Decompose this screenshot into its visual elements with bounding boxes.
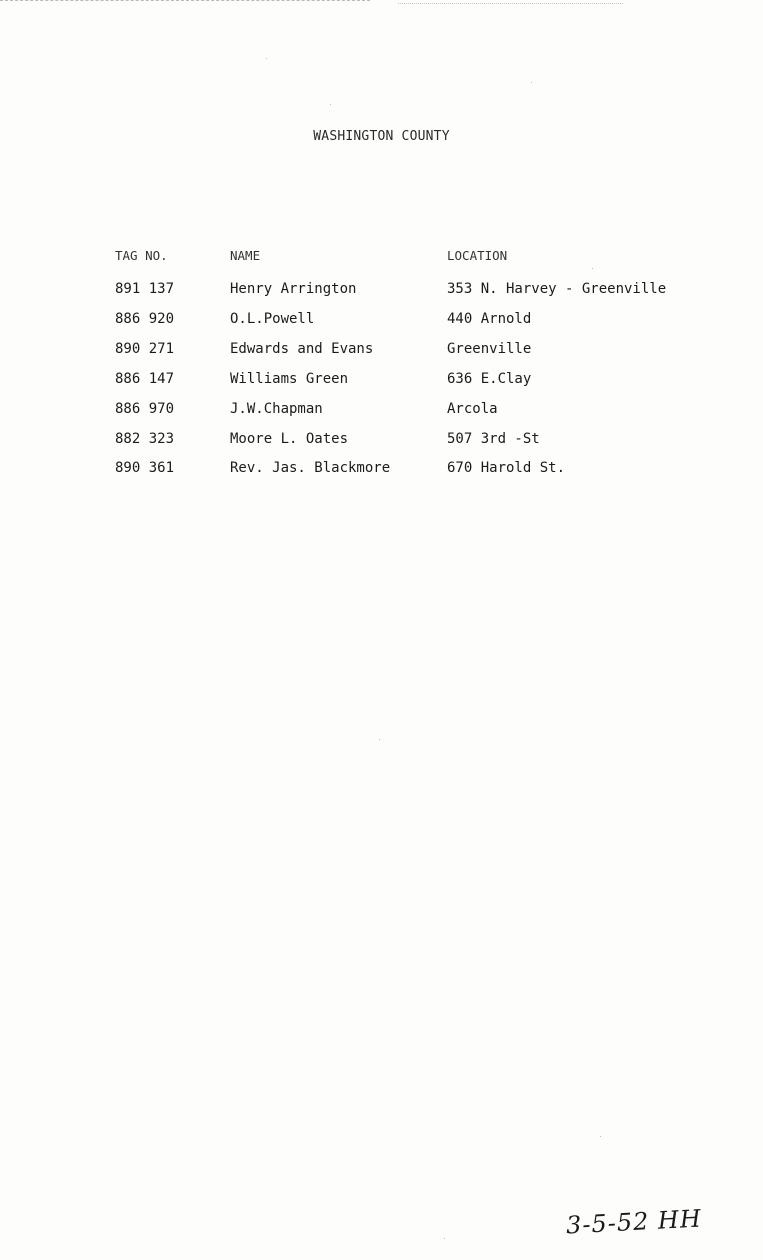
scan-speck — [600, 1136, 601, 1137]
scan-speck — [592, 268, 593, 269]
handwritten-date-note: 3-5-52 HH — [565, 1204, 703, 1240]
scan-speck — [266, 58, 267, 59]
table-row — [0, 399, 763, 419]
table-row — [0, 309, 763, 329]
header-name: NAME — [230, 248, 261, 263]
header-tag-no: TAG NO. — [115, 248, 168, 263]
owner-name: J.W.Chapman — [230, 401, 323, 417]
owner-name: Moore L. Oates — [230, 431, 349, 447]
tag-number: 890 271 — [115, 341, 175, 357]
table-row — [0, 339, 763, 359]
tag-number: 886 970 — [115, 401, 175, 417]
owner-location: 670 Harold St. — [447, 460, 566, 476]
table-row — [0, 458, 763, 478]
tag-number: 886 920 — [115, 311, 175, 327]
document-title: WASHINGTON COUNTY — [313, 129, 450, 144]
header-location: LOCATION — [447, 248, 508, 263]
tag-number: 891 137 — [115, 281, 175, 297]
owner-location: Arcola — [447, 401, 498, 417]
scan-speck — [444, 1238, 445, 1239]
owner-location: 440 Arnold — [447, 311, 532, 327]
page-edge-mark — [0, 0, 370, 3]
owner-location: 353 N. Harvey - Greenville — [447, 281, 667, 297]
page-edge-mark — [398, 3, 623, 5]
table-header — [0, 246, 763, 266]
tag-number: 886 147 — [115, 371, 175, 387]
scan-speck — [379, 739, 380, 740]
tag-number: 890 361 — [115, 460, 175, 476]
table-row — [0, 369, 763, 389]
scan-speck — [330, 104, 331, 105]
owner-location: Greenville — [447, 341, 532, 357]
table-row — [0, 429, 763, 449]
owner-name: Henry Arrington — [230, 281, 357, 297]
owner-name: O.L.Powell — [230, 311, 315, 327]
tag-number: 882 323 — [115, 431, 175, 447]
owner-location: 636 E.Clay — [447, 371, 532, 387]
owner-name: Edwards and Evans — [230, 341, 374, 357]
owner-name: Williams Green — [230, 371, 349, 387]
table-row — [0, 279, 763, 299]
owner-name: Rev. Jas. Blackmore — [230, 460, 391, 476]
owner-location: 507 3rd -St — [447, 431, 540, 447]
scan-speck — [531, 82, 532, 83]
